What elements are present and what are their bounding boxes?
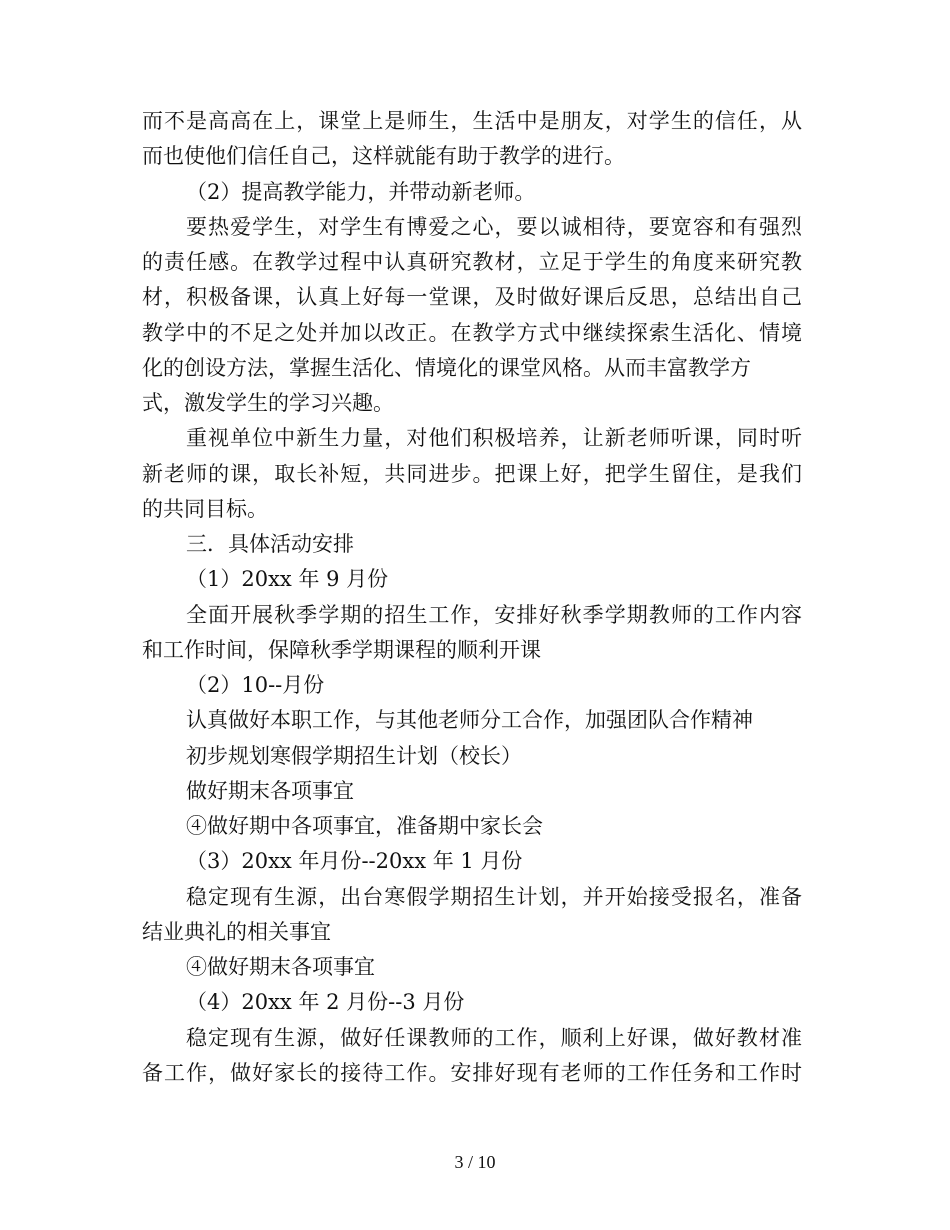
text-line-28: 备工作，做好家长的接待工作。安排好现有老师的工作任务和工作时: [142, 1060, 802, 1085]
text-line-19: 初步规划寒假学期招生计划（校长）: [186, 743, 522, 768]
text-line-25: ④做好期末各项事宜: [186, 955, 375, 979]
text-line-4: 要热爱学生，对学生有博爱之心，要以诚相待，要宽容和有强烈: [186, 214, 802, 239]
text-line-9: 式，激发学生的学习兴趣。: [142, 391, 394, 415]
text-line-27: 稳定现有生源，做好任课教师的工作，顺利上好课，做好教材准: [186, 1025, 802, 1050]
text-line-14: （1）20xx 年 9 月份: [186, 567, 389, 592]
text-line-24: 结业典礼的相关事宜: [142, 919, 331, 944]
text-line-17: （2）10--月份: [186, 673, 325, 697]
text-line-26: （4）20xx 年 2 月份--3 月份: [186, 990, 465, 1015]
text-line-3: （2）提高教学能力，并带动新老师。: [186, 179, 536, 204]
text-line-15: 全面开展秋季学期的招生工作，安排好秋季学期教师的工作内容: [186, 602, 802, 627]
section-heading: 三．具体活动安排: [186, 532, 354, 556]
text-line-20: 做好期末各项事宜: [186, 778, 354, 803]
text-line-18: 认真做好本职工作，与其他老师分工合作，加强团队合作精神: [186, 708, 753, 733]
text-line-22: （3）20xx 年月份--20xx 年 1 月份: [186, 849, 523, 874]
text-line-5: 的责任感。在教学过程中认真研究教材，立足于学生的角度来研究教: [142, 250, 802, 274]
text-line-7: 教学中的不足之处并加以改正。在教学方式中继续探索生活化、情境: [142, 320, 802, 345]
text-line-11: 新老师的课，取长补短，共同进步。把课上好，把学生留住，是我们: [142, 461, 802, 486]
text-line-16: 和工作时间，保障秋季学期课程的顺利开课: [142, 637, 541, 662]
text-line-8: 化的创设方法，掌握生活化、情境化的课堂风格。从而丰富教学方: [142, 355, 751, 380]
text-line-1: 而不是高高在上，课堂上是师生，生活中是朋友，对学生的信任，从: [142, 109, 802, 133]
text-line-23: 稳定现有生源，出台寒假学期招生计划，并开始接受报名，准备: [186, 884, 802, 909]
text-line-21: ④做好期中各项事宜，准备期中家长会: [186, 814, 543, 838]
text-line-10: 重视单位中新生力量，对他们积极培养，让新老师听课，同时听: [186, 426, 802, 451]
text-line-12: 的共同目标。: [142, 496, 268, 521]
page-number: 3 / 10: [454, 1152, 496, 1172]
text-line-6: 材，积极备课，认真上好每一堂课，及时做好课后反思，总结出自己: [142, 285, 802, 310]
body-text: [142, 104, 802, 1091]
text-line-2: 而也使他们信任自己，这样就能有助于教学的进行。: [142, 144, 625, 169]
